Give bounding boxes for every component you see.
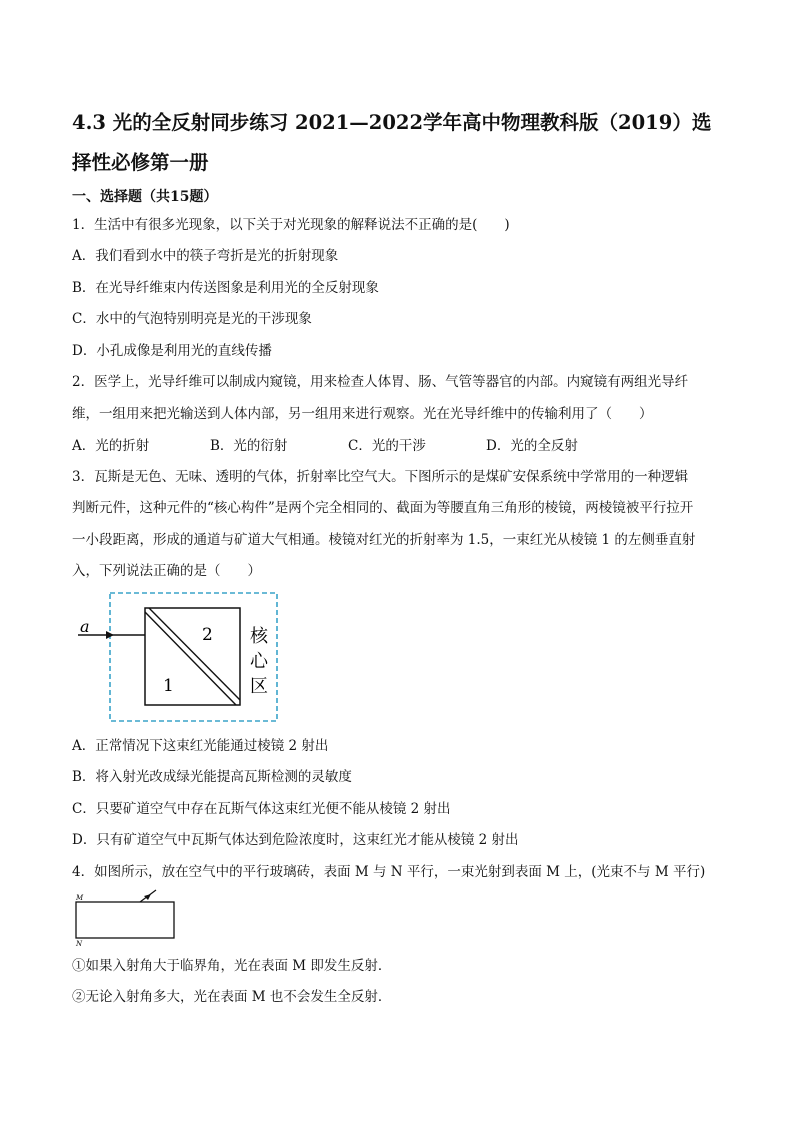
section-heading: 一、选择题（共15题） [72,189,218,205]
q3-stem-line-1: 3．瓦斯是无色、无味、透明的气体，折射率比空气大。下图所示的是煤矿安保系统中学常用的一种逻辑 [72,469,689,485]
q1-stem: 1．生活中有很多光现象，以下关于对光现象的解释说法不正确的是( ) [72,217,510,233]
incident-ray-arrow-icon [144,894,151,900]
q2-option-b: B．光的衍射 [210,438,288,454]
q1-option-d: D．小孔成像是利用光的直线传播 [72,343,272,359]
q2-option-a: A．光的折射 [72,438,150,454]
core-label-3: 区 [250,676,268,697]
q2-options [72,436,578,456]
surface-n-label: N [76,940,83,948]
q4-glass-block-figure [72,888,182,948]
q4-statement-2: ②无论入射角多大，光在表面 M 也不会发生全反射． [72,989,392,1005]
document-title-line-2: 择性必修第一册 [72,151,209,174]
q3-option-c: C．只要矿道空气中存在瓦斯气体这束红光便不能从棱镜 2 射出 [72,801,451,817]
q2-stem-line-1: 2．医学上，光导纤维可以制成内窥镜，用来检查人体胃、肠、气管等器官的内部。内窥镜有两组光导纤 [72,374,689,390]
document-title-line-1: 4.3 光的全反射同步练习 2021—2022学年高中物理教科版（2019）选 [72,111,712,134]
q3-stem-line-4: 入，下列说法正确的是（ ） [72,563,261,579]
prism-square-outline [145,608,240,705]
prism-1-label: 1 [163,676,174,696]
q3-option-d: D．只有矿道空气中瓦斯气体达到危险浓度时，这束红光才能从棱镜 2 射出 [72,832,519,848]
q1-option-c: C．水中的气泡特别明亮是光的干涉现象 [72,311,312,327]
q1-option-b: B．在光导纤维束内传送图象是利用光的全反射现象 [72,280,379,296]
q3-option-b: B．将入射光改成绿光能提高瓦斯检测的灵敏度 [72,769,352,785]
q3-option-a: A．正常情况下这束红光能通过棱镜 2 射出 [72,738,329,754]
q2-stem-line-2: 维，一组用来把光输送到人体内部，另一组用来进行观察。光在光导纤维中的传输利用了（ ） [72,406,653,422]
prism-2-label: 2 [202,625,213,645]
q3-stem-line-2: 判断元件，这种元件的“核心构件”是两个完全相同的、截面为等腰直角三角形的棱镜，两棱镜被平行拉开 [72,500,694,516]
prism-gap-line-lower [145,612,236,705]
glass-block [76,902,174,938]
q3-stem-line-3: 一小段距离，形成的通道与矿道大气相通。棱镜对红光的折射率为 1.5，一束红光从棱镜 1 的左侧垂直射 [72,532,696,548]
q2-option-d: D．光的全反射 [486,438,578,454]
ray-label: a [80,617,90,636]
q2-option-c: C．光的干涉 [348,438,426,454]
q4-statement-1: ①如果入射角大于临界角，光在表面 M 即发生反射． [72,958,392,974]
surface-m-label: M [76,894,84,902]
core-label-2: 心 [250,651,268,672]
core-label-1: 核 [250,626,268,647]
q3-prism-figure [70,588,285,728]
q1-option-a: A．我们看到水中的筷子弯折是光的折射现象 [72,248,339,264]
q4-stem: 4．如图所示，放在空气中的平行玻璃砖，表面 M 与 N 平行，一束光射到表面 M 上，(光束不与 M 平行) [72,864,706,880]
